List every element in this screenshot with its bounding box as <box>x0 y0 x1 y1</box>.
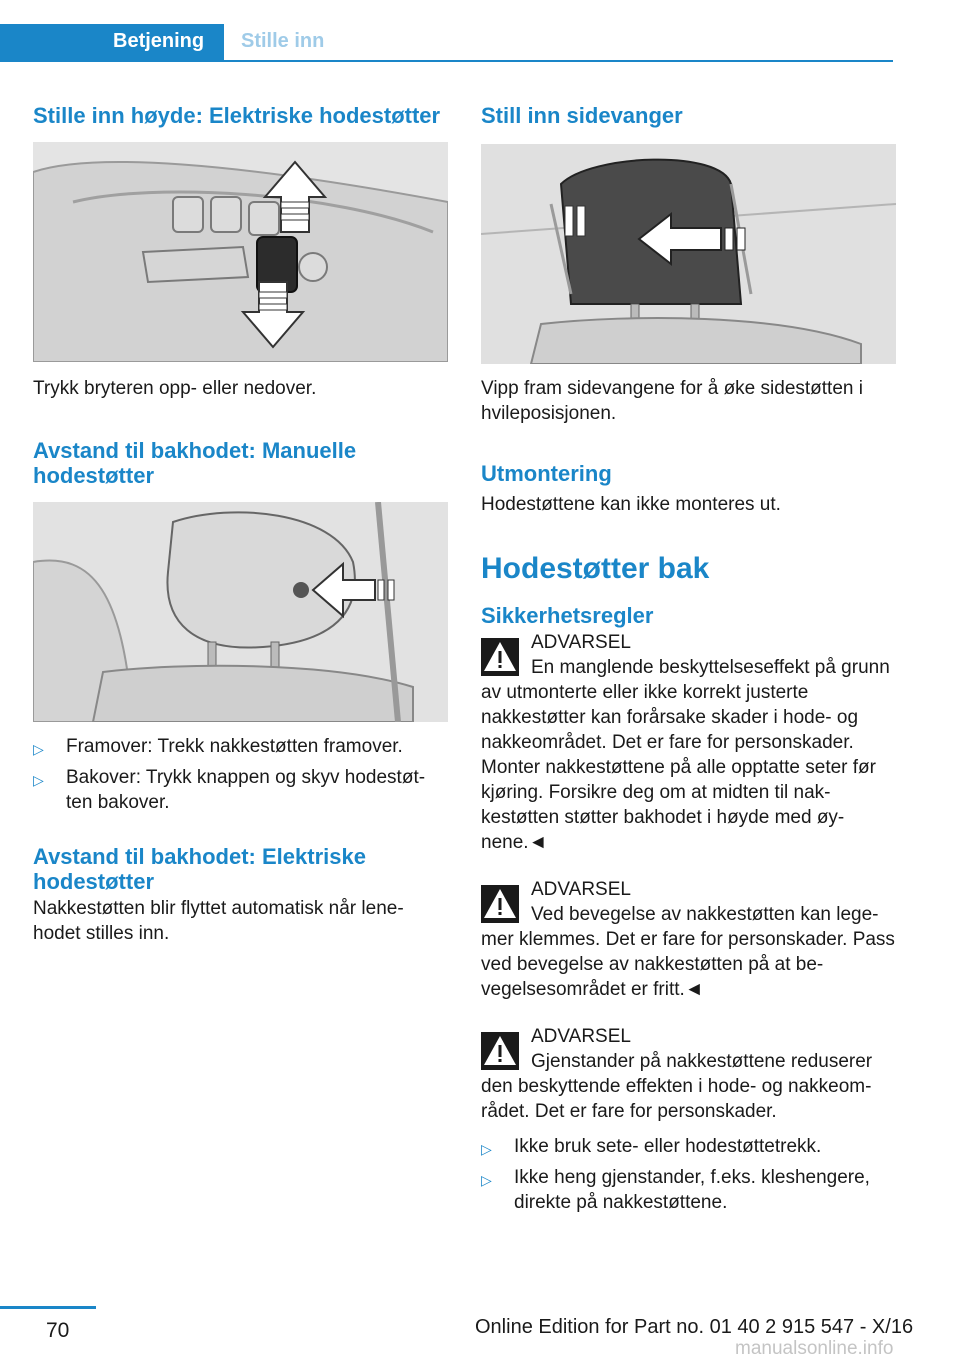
page-header <box>0 0 960 64</box>
tab-betjening-label: Betjening <box>113 30 205 52</box>
manual-steps-list <box>33 734 448 815</box>
list-item: ▷ Bakover: Trykk knappen og skyv hodestøt-ten bakover. <box>33 767 426 813</box>
caption-side-wings: Vipp fram sidevangene for å øke sidestøtten i hvileposisjonen. <box>481 378 863 424</box>
left-column <box>33 103 448 946</box>
list-item: ▷ Framover: Trekk nakkestøtten framover. <box>33 734 448 759</box>
warning-block-2 <box>481 877 896 1002</box>
watermark: manualsonline.info <box>735 1338 894 1359</box>
section-title-manual: Avstand til bakhodet: Manuelle hodestøtter <box>33 438 357 488</box>
right-column <box>481 103 896 1215</box>
section-title-side-wings: Still inn sidevanger <box>481 103 683 128</box>
page-number: 70 <box>46 1319 70 1342</box>
section-title-safety: Sikkerhetsregler <box>481 603 654 628</box>
warning-triangle-icon <box>481 638 519 676</box>
triangle-right-icon: ▷ <box>481 1141 492 1157</box>
electric-text: Nakkestøtten blir flyttet automatisk når lene-hodet stilles inn. <box>33 898 404 944</box>
chapter-title-rear: Hodestøtter bak <box>481 552 710 585</box>
section-title-height: Stille inn høyde: Elektriske hodestøtter <box>33 103 441 128</box>
list-item: ▷ Ikke heng gjenstander, f.eks. kleshengere, direkte på nakkestøttene. <box>481 1167 870 1213</box>
warning-block-1 <box>481 630 896 855</box>
seat-switch-illustration <box>33 142 448 362</box>
rear-precautions-list <box>481 1134 896 1215</box>
list-item: ▷ Ikke bruk sete- eller hodestøttetrekk. <box>481 1134 896 1159</box>
warning-title: ADVARSEL <box>531 1026 631 1047</box>
tab-stille-inn-label: Stille inn <box>241 30 325 52</box>
triangle-right-icon: ▷ <box>33 741 44 757</box>
warning-text: En manglende beskyttelseseffekt på grunn av utmonterte eller ikke korrekt justerte nakkestøtter kan forårsake skader i hode- og nakkeområdet. Det er fare for personskader. Monter nakkestøttene på alle opptatte seter før kjøring. Forsikre deg om at midten til nak-kestøtten støtter bakhodet i høyde med øy-nene.◄ <box>481 657 890 853</box>
section-title-removal: Utmontering <box>481 461 612 486</box>
warning-block-3 <box>481 1024 896 1124</box>
warning-triangle-icon <box>481 885 519 923</box>
header-rule <box>0 60 893 62</box>
section-title-electric: Avstand til bakhodet: Elektriske hodestøtter <box>33 844 366 894</box>
removal-text: Hodestøttene kan ikke monteres ut. <box>481 494 781 515</box>
side-wings-illustration <box>481 144 896 364</box>
triangle-right-icon: ▷ <box>481 1172 492 1188</box>
warning-title: ADVARSEL <box>531 632 631 653</box>
warning-triangle-icon <box>481 1032 519 1070</box>
footer-rule <box>0 1306 96 1309</box>
manual-headrest-illustration <box>33 502 448 722</box>
warning-text: Gjenstander på nakkestøttene reduserer den beskyttende effekten i hode- og nakkeom-rådet. Det er fare for personskader. <box>481 1051 873 1122</box>
footer-edition: Online Edition for Part no. 01 40 2 915 547 - X/16 <box>475 1316 914 1338</box>
warning-text: Ved bevegelse av nakkestøtten kan lege-mer klemmes. Det er fare for personskader. Pass ved bevegelse av nakkestøtten på at be-vegelsesområdet er fritt.◄ <box>481 904 895 1000</box>
caption-height: Trykk bryteren opp- eller nedover. <box>33 378 317 399</box>
warning-title: ADVARSEL <box>531 879 631 900</box>
triangle-right-icon: ▷ <box>33 772 44 788</box>
